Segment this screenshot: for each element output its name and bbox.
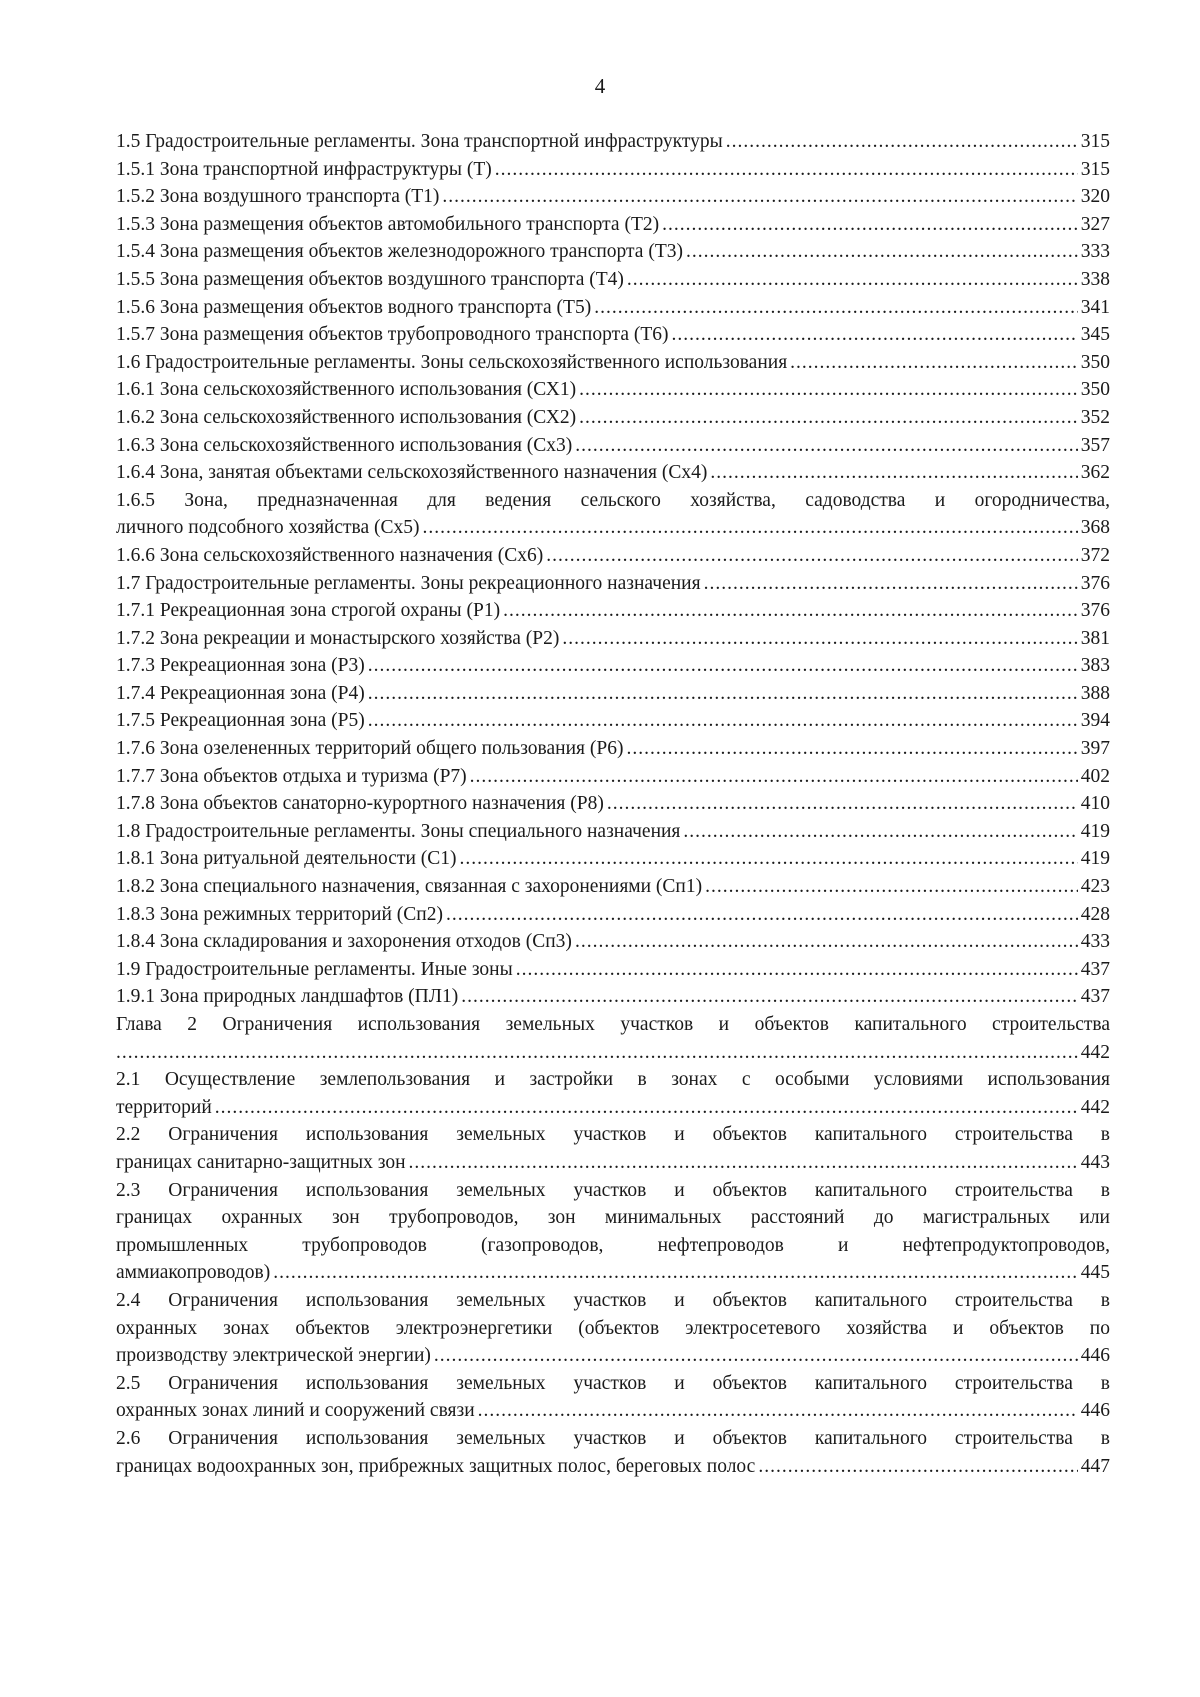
- toc-entry-title-line: Глава 2 Ограничения использования земельных участков и объектов капитального строительства: [116, 1014, 1110, 1035]
- toc-entry-title-line: 2.6 Ограничения использования земельных участков и объектов капитального строительства в: [116, 1427, 1110, 1449]
- toc-entry[interactable]: [116, 487, 1110, 542]
- toc-entry-title: личного подсобного хозяйства (Сх5): [116, 517, 420, 539]
- toc-entry[interactable]: [116, 349, 1110, 377]
- toc-entry-page: 394: [1080, 710, 1110, 732]
- toc-entry-page: 446: [1080, 1400, 1110, 1422]
- toc-entry-page: 362: [1080, 462, 1110, 484]
- toc-entry-page: 419: [1080, 820, 1110, 842]
- toc-entry-page: 410: [1080, 793, 1110, 815]
- dot-leader: [662, 211, 1078, 239]
- toc-entry-page: 368: [1080, 517, 1110, 539]
- dot-leader: [434, 1342, 1078, 1370]
- dot-leader: [627, 266, 1078, 294]
- toc-entry-title: 1.8 Градостроительные регламенты. Зоны специального назначения: [116, 820, 681, 842]
- toc-entry-page: 445: [1080, 1262, 1110, 1284]
- dot-leader: [594, 294, 1078, 322]
- toc-entry-page: 327: [1080, 213, 1110, 235]
- dot-leader: [562, 625, 1077, 653]
- toc-entry-page: 428: [1080, 903, 1110, 925]
- dot-leader: [683, 818, 1077, 846]
- toc-entry[interactable]: [116, 735, 1110, 763]
- toc-entry-title-line: 2.5 Ограничения использования земельных участков и объектов капитального строительства в: [116, 1372, 1110, 1394]
- dot-leader: [446, 901, 1078, 929]
- toc-entry-title-line: 1.6.5 Зона, предназначенная для ведения сельского хозяйства, садоводства и огородничества,: [116, 489, 1110, 511]
- toc-entry-title: охранных зонах линий и сооружений связи: [116, 1400, 475, 1422]
- toc-entry[interactable]: [116, 845, 1110, 873]
- toc-entry-title: территорий: [116, 1096, 212, 1118]
- toc-entry-title: 1.9 Градостроительные регламенты. Иные зоны: [116, 958, 513, 980]
- toc-entry[interactable]: [116, 1121, 1110, 1176]
- toc-entry-page: 443: [1080, 1151, 1110, 1173]
- toc-entry[interactable]: [116, 1011, 1110, 1066]
- toc-entry-title: 1.5.7 Зона размещения объектов трубопроводного транспорта (Т6): [116, 324, 669, 346]
- dot-leader: [758, 1453, 1077, 1481]
- toc-entry-title: 1.8.2 Зона специального назначения, связанная с захоронениями (Сп1): [116, 876, 703, 898]
- toc-entry-title: 1.7.1 Рекреационная зона строгой охраны (Р1): [116, 600, 501, 622]
- toc-entry[interactable]: [116, 1177, 1110, 1287]
- toc-entry[interactable]: [116, 128, 1110, 156]
- toc-entry-title: 1.6.1 Зона сельскохозяйственного использования (СХ1): [116, 379, 577, 401]
- toc-entry[interactable]: [116, 763, 1110, 791]
- toc-entry-page: 333: [1080, 241, 1110, 263]
- dot-leader: [495, 156, 1078, 184]
- toc-entry-title: 1.9.1 Зона природных ландшафтов (ПЛ1): [116, 986, 459, 1008]
- toc-entry-title: производству электрической энергии): [116, 1345, 431, 1367]
- toc-entry-page: 376: [1080, 600, 1110, 622]
- toc-entry-page: 341: [1080, 296, 1110, 318]
- toc-entry-title: 1.7.4 Рекреационная зона (Р4): [116, 682, 365, 704]
- toc-entry-title: 1.8.3 Зона режимных территорий (Сп2): [116, 903, 443, 925]
- toc-entry-page: 381: [1080, 627, 1110, 649]
- toc-entry[interactable]: [116, 983, 1110, 1011]
- toc-entry-page: 350: [1080, 351, 1110, 373]
- toc-entry-title-line: промышленных трубопроводов (газопроводов, нефтепроводов и нефтепродуктопроводов,: [116, 1234, 1110, 1256]
- toc-entry-title: 1.7 Градостроительные регламенты. Зоны рекреационного назначения: [116, 572, 701, 594]
- toc-entry-title: аммиакопроводов): [116, 1262, 271, 1284]
- dot-leader: [575, 928, 1078, 956]
- toc-entry-page: 372: [1080, 544, 1110, 566]
- toc-entry[interactable]: [116, 376, 1110, 404]
- toc-entry-title: границах санитарно-защитных зон: [116, 1151, 406, 1173]
- toc-entry-page: 397: [1080, 738, 1110, 760]
- dot-leader: [409, 1149, 1078, 1177]
- dot-leader: [442, 183, 1077, 211]
- toc-entry[interactable]: [116, 597, 1110, 625]
- dot-leader: [579, 376, 1078, 404]
- dot-leader: [704, 570, 1078, 598]
- toc-entry[interactable]: [116, 1425, 1110, 1480]
- toc-entry-title: 1.5.2 Зона воздушного транспорта (Т1): [116, 186, 440, 208]
- toc-entry[interactable]: [116, 625, 1110, 653]
- toc-entry-last-line: [116, 1259, 1110, 1287]
- dot-leader: [726, 128, 1078, 156]
- toc-entry-title-line: 2.3 Ограничения использования земельных участков и объектов капитального строительства в: [116, 1179, 1110, 1201]
- toc-entry-page: 442: [1080, 1041, 1110, 1063]
- dot-leader: [460, 845, 1078, 873]
- toc-entry-title: 1.5 Градостроительные регламенты. Зона транспортной инфраструктуры: [116, 131, 723, 152]
- page-number: 4: [594, 74, 606, 98]
- toc-entry[interactable]: [116, 873, 1110, 901]
- dot-leader: [546, 542, 1077, 570]
- toc-entry[interactable]: [116, 652, 1110, 680]
- toc-entry[interactable]: [116, 1370, 1110, 1425]
- toc-entry-title-line: охранных зонах объектов электроэнергетики (объектов электросетевого хозяйства и объектов по: [116, 1317, 1110, 1339]
- toc-entry-title: 1.8.1 Зона ритуальной деятельности (С1): [116, 848, 457, 870]
- dot-leader: [575, 432, 1077, 460]
- toc-entry-page: 419: [1080, 848, 1110, 870]
- toc-entry[interactable]: [116, 238, 1110, 266]
- toc-entry[interactable]: [116, 790, 1110, 818]
- dot-leader: [273, 1259, 1078, 1287]
- toc-entry-page: 345: [1080, 324, 1110, 346]
- toc-entry[interactable]: [116, 818, 1110, 846]
- toc-entry-page: 376: [1080, 572, 1110, 594]
- dot-leader: [368, 707, 1078, 735]
- toc-entry-page: 315: [1080, 131, 1110, 152]
- toc-entry-title: 1.6.2 Зона сельскохозяйственного использования (СХ2): [116, 406, 577, 428]
- toc-entry-last-line: [116, 1149, 1110, 1177]
- toc-entry[interactable]: [116, 1066, 1110, 1121]
- dot-leader: [516, 956, 1078, 984]
- toc-entry-title: 1.7.3 Рекреационная зона (Р3): [116, 655, 365, 677]
- toc-entry-last-line: [116, 1342, 1110, 1370]
- toc-entry-page: 352: [1080, 406, 1110, 428]
- dot-leader: [368, 652, 1078, 680]
- toc-entry-page: 338: [1080, 268, 1110, 290]
- toc-entry-title-line: 2.4 Ограничения использования земельных участков и объектов капитального строительства в: [116, 1289, 1110, 1311]
- toc-entry-page: 423: [1080, 876, 1110, 898]
- toc-entry-page: 357: [1080, 434, 1110, 456]
- toc-entry-title: 1.7.6 Зона озелененных территорий общего пользования (Р6): [116, 738, 624, 760]
- toc-entry-title-line: границах охранных зон трубопроводов, зон минимальных расстояний до магистральных или: [116, 1207, 1110, 1229]
- dot-leader: [686, 238, 1078, 266]
- toc-entry-title: 1.6.4 Зона, занятая объектами сельскохозяйственного назначения (Сх4): [116, 462, 708, 484]
- toc-entry[interactable]: [116, 707, 1110, 735]
- toc-entry[interactable]: [116, 294, 1110, 322]
- toc-entry-page: 315: [1080, 158, 1110, 180]
- toc-entry-page: 320: [1080, 186, 1110, 208]
- toc-entry[interactable]: [116, 211, 1110, 239]
- toc-entry-page: 350: [1080, 379, 1110, 401]
- dot-leader: [215, 1094, 1078, 1122]
- toc-entry[interactable]: [116, 321, 1110, 349]
- dot-leader: [672, 321, 1078, 349]
- toc-entry-title: 1.6.6 Зона сельскохозяйственного назначения (Сх6): [116, 544, 544, 566]
- toc-entry[interactable]: [116, 570, 1110, 598]
- toc-entry-last-line: [116, 514, 1110, 542]
- toc-entry-last-line: [116, 1397, 1110, 1425]
- dot-leader: [368, 680, 1078, 708]
- dot-leader: [607, 790, 1078, 818]
- toc-entry[interactable]: [116, 901, 1110, 929]
- toc-entry[interactable]: [116, 680, 1110, 708]
- dot-leader: [503, 597, 1078, 625]
- toc-entry-title: 1.7.7 Зона объектов отдыха и туризма (Р7): [116, 765, 467, 787]
- toc-entry-title: 1.5.6 Зона размещения объектов водного транспорта (Т5): [116, 296, 592, 318]
- dot-leader: [116, 1039, 1078, 1067]
- dot-leader: [478, 1397, 1078, 1425]
- table-of-contents: [116, 128, 1110, 1480]
- dot-leader: [790, 349, 1078, 377]
- toc-entry-last-line: [116, 1039, 1110, 1067]
- toc-entry-title: границах водоохранных зон, прибрежных защитных полос, береговых полос: [116, 1455, 756, 1477]
- toc-entry-title: 1.5.4 Зона размещения объектов железнодорожного транспорта (Т3): [116, 241, 683, 263]
- dot-leader: [626, 735, 1077, 763]
- toc-entry-title-line: 2.1 Осуществление землепользования и застройки в зонах с особыми условиями использования: [116, 1069, 1110, 1091]
- toc-entry-title: 1.7.8 Зона объектов санаторно-курортного назначения (Р8): [116, 793, 604, 815]
- toc-entry-page: 402: [1080, 765, 1110, 787]
- dot-leader: [461, 983, 1078, 1011]
- dot-leader: [710, 459, 1077, 487]
- toc-entry-page: 388: [1080, 682, 1110, 704]
- toc-entry[interactable]: [116, 1287, 1110, 1370]
- toc-entry[interactable]: [116, 156, 1110, 184]
- dot-leader: [423, 514, 1078, 542]
- toc-entry-page: 446: [1080, 1345, 1110, 1367]
- toc-entry[interactable]: [116, 928, 1110, 956]
- toc-entry[interactable]: [116, 542, 1110, 570]
- toc-entry-title: 1.7.2 Зона рекреации и монастырского хозяйства (Р2): [116, 627, 560, 649]
- toc-entry[interactable]: [116, 956, 1110, 984]
- dot-leader: [470, 763, 1078, 791]
- dot-leader: [705, 873, 1078, 901]
- toc-entry-title: 1.5.5 Зона размещения объектов воздушного транспорта (Т4): [116, 268, 624, 290]
- toc-entry-title: 1.8.4 Зона складирования и захоронения отходов (Сп3): [116, 931, 572, 953]
- dot-leader: [579, 404, 1078, 432]
- toc-entry-title: 1.5.3 Зона размещения объектов автомобильного транспорта (Т2): [116, 213, 660, 235]
- toc-entry[interactable]: [116, 183, 1110, 211]
- toc-entry[interactable]: [116, 266, 1110, 294]
- toc-entry-page: 383: [1080, 655, 1110, 677]
- toc-entry[interactable]: [116, 459, 1110, 487]
- toc-entry-title: 1.5.1 Зона транспортной инфраструктуры (Т): [116, 158, 492, 180]
- toc-entry-page: 447: [1080, 1455, 1110, 1477]
- toc-entry-page: 437: [1080, 958, 1110, 980]
- toc-entry[interactable]: [116, 404, 1110, 432]
- toc-entry-page: 442: [1080, 1096, 1110, 1118]
- toc-entry[interactable]: [116, 432, 1110, 460]
- toc-entry-title-line: 2.2 Ограничения использования земельных участков и объектов капитального строительства в: [116, 1124, 1110, 1146]
- toc-entry-last-line: [116, 1094, 1110, 1122]
- toc-entry-page: 437: [1080, 986, 1110, 1008]
- toc-entry-last-line: [116, 1453, 1110, 1481]
- toc-entry-title: 1.6.3 Зона сельскохозяйственного использования (Сх3): [116, 434, 573, 456]
- toc-entry-page: 433: [1080, 931, 1110, 953]
- toc-entry-title: 1.7.5 Рекреационная зона (Р5): [116, 710, 365, 732]
- toc-entry-title: 1.6 Градостроительные регламенты. Зоны сельскохозяйственного использования: [116, 351, 788, 373]
